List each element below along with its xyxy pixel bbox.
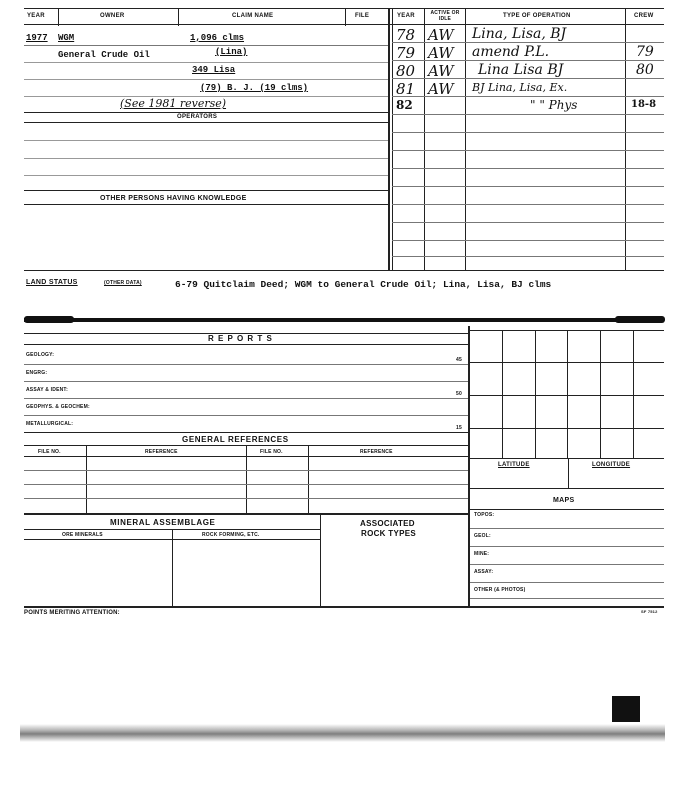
- claim-row-2-claim: (Lina): [215, 47, 248, 57]
- col-year-header: YEAR: [27, 13, 45, 19]
- ref-reference-2-header: REFERENCE: [360, 449, 393, 455]
- activity-row-4-status: AW: [428, 80, 454, 98]
- maps-geol-label: GEOL:: [474, 533, 491, 539]
- associated-rock-types-line1: ASSOCIATED: [360, 519, 415, 528]
- ore-minerals-header: ORE MINERALS: [62, 532, 103, 538]
- report-engrg-label: ENGRG:: [26, 370, 48, 376]
- col-file-header: FILE: [355, 13, 370, 19]
- col-crew-header: CREW: [634, 13, 654, 19]
- maps-mine-label: MINE:: [474, 551, 490, 557]
- col-activity-year-header: YEAR: [397, 13, 415, 19]
- ref-reference-header: REFERENCE: [145, 449, 178, 455]
- col-active-idle-header: ACTIVE OR IDLE: [430, 10, 460, 22]
- activity-row-4-year: 81: [396, 80, 416, 98]
- activity-row-3-year: 80: [396, 62, 416, 80]
- report-geophys-label: GEOPHYS. & GEOCHEM:: [26, 404, 90, 410]
- ref-file-no-header: FILE NO.: [38, 449, 61, 455]
- claim-row-1-claim: 1,096 clms: [190, 33, 245, 43]
- points-meriting-attention-label: POINTS MERITING ATTENTION:: [24, 610, 120, 616]
- report-geology-label: GEOLOGY:: [26, 352, 55, 358]
- activity-row-1-status: AW: [428, 26, 454, 44]
- claim-row-3-claim: 349 Lisa: [192, 65, 236, 75]
- report-metallurgical-code: 15: [456, 425, 462, 431]
- activity-row-2-status: AW: [428, 44, 454, 62]
- land-status-label: LAND STATUS: [26, 279, 78, 286]
- divider-bar: [24, 318, 664, 322]
- reports-title: R E P O R T S: [208, 334, 273, 343]
- activity-row-1-year: 78: [396, 26, 416, 44]
- mineral-assemblage-title: MINERAL ASSEMBLAGE: [110, 518, 216, 527]
- scan-dark-mark: [612, 696, 640, 722]
- longitude-label: LONGITUDE: [592, 462, 631, 468]
- maps-assay-label: ASSAY:: [474, 569, 494, 575]
- activity-row-2-year: 79: [396, 44, 416, 62]
- other-persons-label: OTHER PERSONS HAVING KNOWLEDGE: [100, 195, 247, 202]
- scan-noise-band: [20, 724, 665, 742]
- activity-row-3-crew: 80: [636, 62, 654, 78]
- activity-row-3-operation: Lina Lisa BJ: [478, 62, 564, 78]
- report-assay-code: 50: [456, 391, 462, 397]
- activity-row-5-crew: 18-8: [631, 99, 657, 110]
- activity-row-5-operation: " " Phys: [530, 98, 578, 112]
- associated-rock-types-line2: ROCK TYPES: [361, 529, 417, 538]
- land-status-sublabel: (OTHER DATA): [104, 280, 142, 286]
- claim-row-2-owner: General Crude Oil: [58, 50, 150, 60]
- claim-row-4-claim: (79) B. J. (19 clms): [200, 83, 309, 93]
- col-claim-name-header: CLAIM NAME: [232, 13, 274, 19]
- ref-file-no-2-header: FILE NO.: [260, 449, 283, 455]
- maps-title: MAPS: [553, 497, 575, 504]
- latitude-label: LATITUDE: [498, 462, 530, 468]
- activity-row-5-year: 82: [396, 98, 413, 112]
- activity-row-1-operation: Lina, Lisa, BJ: [472, 26, 567, 42]
- report-metallurgical-label: METALLURGICAL:: [26, 421, 74, 427]
- land-status-text: 6-79 Quitclaim Deed; WGM to General Crude Oil; Lina, Lisa, BJ clms: [175, 279, 552, 290]
- activity-row-2-crew: 79: [636, 44, 654, 60]
- activity-row-4-operation: BJ Lina, Lisa, Ex.: [472, 81, 568, 94]
- activity-row-3-status: AW: [428, 62, 454, 80]
- claim-row-5-claim: (See 1981 reverse): [120, 97, 227, 110]
- col-owner-header: OWNER: [100, 13, 125, 19]
- rock-forming-header: ROCK FORMING, ETC.: [202, 532, 260, 538]
- col-type-operation-header: TYPE OF OPERATION: [503, 13, 571, 19]
- claim-row-1-year: 1977: [26, 33, 48, 43]
- form-code: SF 7512: [641, 609, 658, 614]
- claim-row-1-owner: WGM: [58, 33, 75, 43]
- report-assay-label: ASSAY & IDENT:: [26, 387, 68, 393]
- maps-other-label: OTHER (& PHOTOS): [474, 587, 526, 593]
- operators-label: OPERATORS: [177, 114, 218, 120]
- maps-topos-label: TOPOS:: [474, 512, 495, 518]
- general-references-title: GENERAL REFERENCES: [182, 435, 289, 444]
- report-geology-code: 45: [456, 357, 462, 363]
- activity-row-2-operation: amend P.L.: [472, 44, 550, 60]
